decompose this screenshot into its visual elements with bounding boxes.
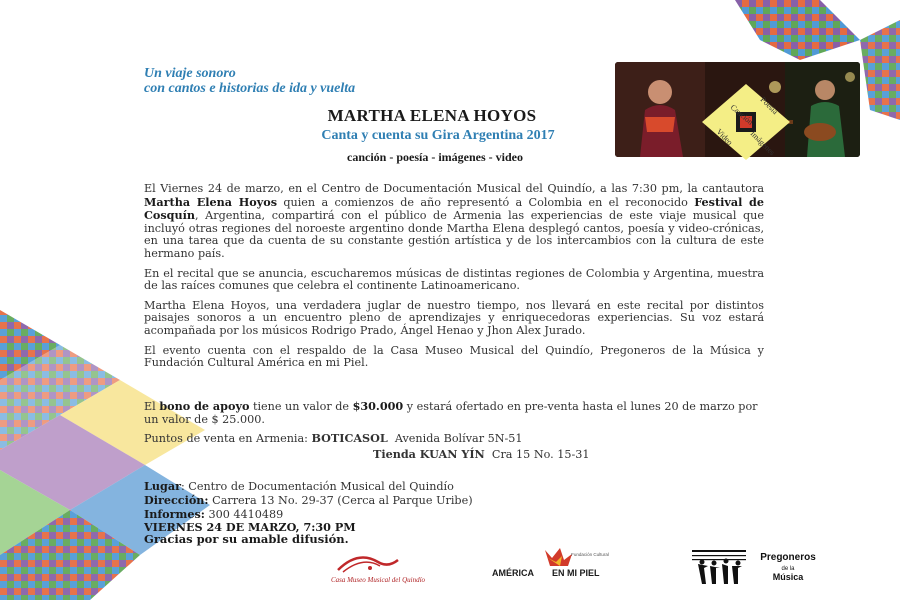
- logo1-text: Casa Museo Musical del Quindío: [330, 576, 426, 584]
- tagline-line-2: con cantos e historias de ida y vuelta: [144, 81, 356, 96]
- bono-text-b: tiene un valor de: [249, 400, 353, 413]
- sales-label: Puntos de venta en Armenia:: [144, 432, 312, 445]
- deco-pattern-top-right: [735, 0, 860, 60]
- themes-line: [0, 150, 900, 165]
- paragraph-3: Martha Elena Hoyos, una verdadera juglar de nuestro tiempo, nos llevará en este recital por distintos paisajes sonoros a un encuentro pleno de aprendizajes y enriquecedoras experiencias. Su voz estará acompañada por los músicos Rodrigo Prado, Ángel Henao y Jhon Alex Jurado.: [144, 298, 764, 337]
- event-info: [144, 480, 473, 535]
- america-en-mi-piel-logo: [490, 546, 625, 586]
- paragraph-2: En el recital que se anuncia, escucharemos músicas de distintas regiones de Colombia y Argentina, muestra de las raíces comunes que celebra el continente Latinoamericano.: [144, 266, 764, 293]
- paragraph-1: [144, 183, 764, 261]
- ticket-price: [144, 400, 764, 427]
- logo2-text-a: AMÉRICA: [492, 568, 534, 578]
- tour-subtitle-text: Canta y cuenta su Gira Argentina 2017: [321, 128, 555, 143]
- p1-festival-name: Festival de Cosquín: [144, 194, 764, 223]
- deco-pattern-right: [860, 20, 900, 120]
- logo2-small-text: Fundación Cultural: [571, 552, 609, 557]
- store2-name: Tienda KUAN YÍN: [373, 447, 485, 461]
- thanks-line: Gracias por su amable difusión.: [144, 532, 349, 546]
- p1-text-a: El Viernes 24 de marzo, en el Centro de Documentación Musical del Quindío, a las 7:30 pm, la cantautora: [144, 182, 764, 195]
- address-label: Dirección:: [144, 492, 209, 507]
- themes-line-text: canción - poesía - imágenes - video: [347, 150, 523, 164]
- store2-address: Cra 15 No. 15-31: [484, 448, 590, 461]
- venue-line: [144, 480, 473, 494]
- badge-word-bottom: Imágenes: [748, 129, 777, 158]
- bono-text-c: y estará ofertado en pre-venta hasta el lunes 20 de marzo por un valor de $ 25.000.: [144, 400, 758, 426]
- bono-price: $30.000: [352, 399, 404, 413]
- event-date-text: VIERNES 24 DE MARZO, 7:30 PM: [144, 520, 356, 535]
- artist-title-text: MARTHA ELENA HOYOS: [327, 106, 537, 125]
- p1-text-b: quien a comienzos de año representó a Colombia en el reconocido: [277, 195, 695, 209]
- badge-word-top: Canción: [728, 102, 755, 127]
- address-line: [144, 494, 473, 508]
- tagline-line-1: Un viaje sonoro: [144, 66, 236, 81]
- logo3-text-b: de la: [781, 566, 795, 572]
- phone-value: 300 4410489: [204, 507, 284, 521]
- sales-point-2: [373, 447, 590, 461]
- pregoneros-logo: [688, 546, 828, 588]
- logo2-text-b: EN MI PIEL: [552, 568, 600, 578]
- sales-point-1: [144, 431, 523, 445]
- artist-title: [0, 106, 900, 126]
- venue-label: Lugar: [144, 479, 181, 493]
- casa-museo-logo: [318, 548, 438, 586]
- paragraph-4: El evento cuenta con el respaldo de la Casa Museo Musical del Quindío, Pregoneros de la Música y Fundación Cultural América en mi Piel.: [144, 343, 764, 370]
- phone-label: Informes:: [144, 506, 205, 521]
- bono-label: bono de apoyo: [159, 399, 250, 413]
- tour-subtitle: [0, 128, 900, 144]
- address-value: Carrera 13 No. 29-37 (Cerca al Parque Uribe): [208, 493, 473, 507]
- logo3-text-a: Pregoneros: [760, 552, 816, 563]
- venue-value: : Centro de Documentación Musical del Quindío: [180, 480, 454, 493]
- p1-artist-name: Martha Elena Hoyos: [144, 194, 278, 209]
- tagline: [144, 66, 355, 96]
- store1-address: Avenida Bolívar 5N-51: [387, 432, 523, 445]
- badge-word-right: Poesía: [758, 95, 780, 117]
- logo3-text-c: Música: [772, 572, 804, 582]
- phone-line: [144, 508, 473, 522]
- bono-text-a: El: [144, 400, 160, 413]
- badge-word-left: Video: [714, 127, 735, 147]
- p1-text-c: , Argentina, compartirá con el público de Armenia las experiencias de este viaje musical que incluyó otras regiones del noroeste argentino donde Martha Elena desplegó cantos, poesía y video-crónicas, en una tarea que da cuenta de su constante gestión artística y de los intercambios con la cultura de este hermano país.: [144, 209, 764, 260]
- store1-name: BOTICASOL: [311, 431, 388, 445]
- announcement-body: [144, 183, 764, 377]
